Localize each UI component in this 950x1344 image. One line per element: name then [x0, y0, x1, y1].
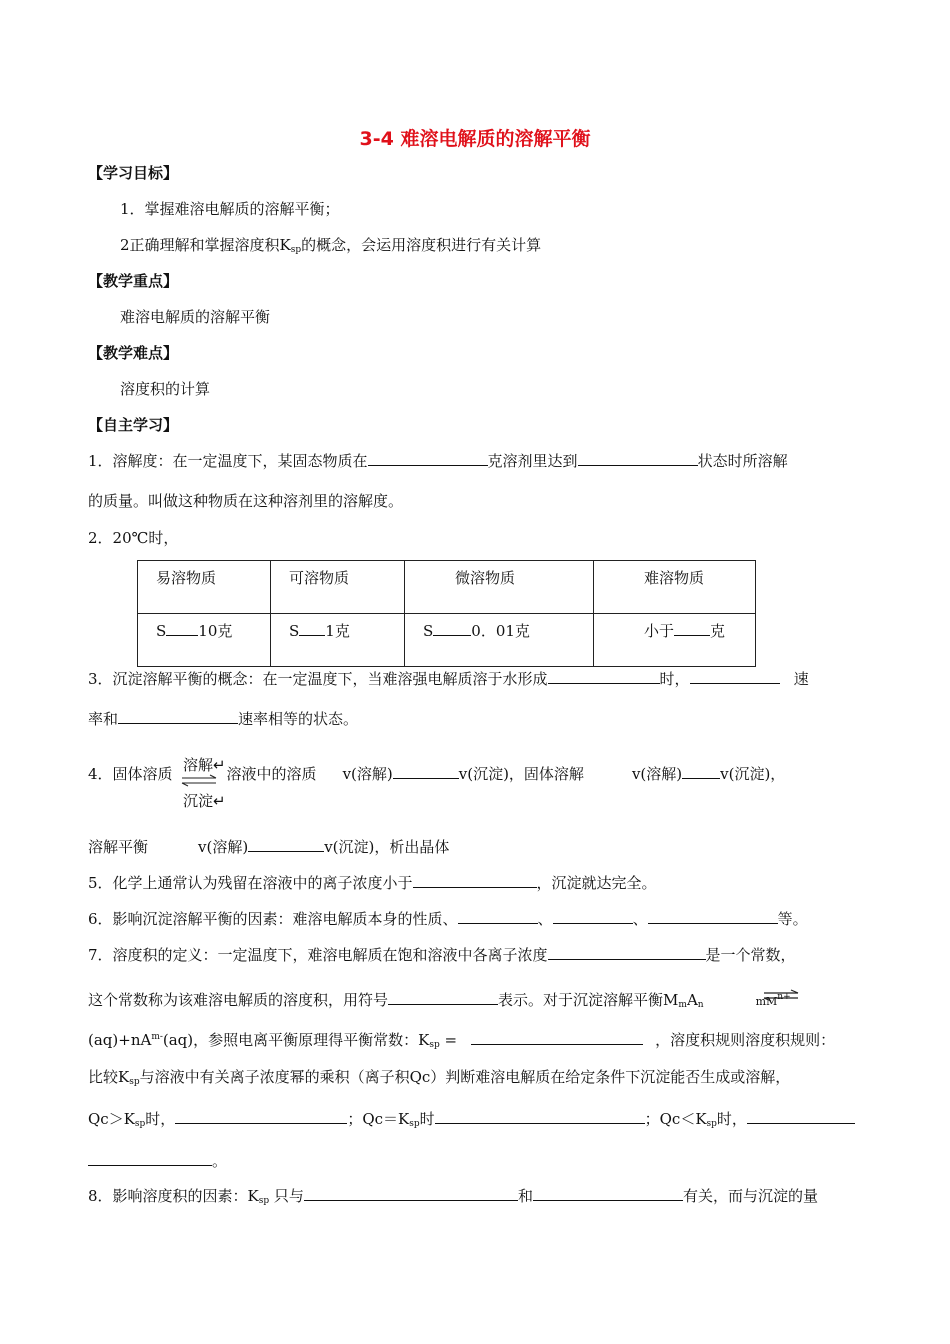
answer-blank[interactable] — [553, 909, 633, 924]
answer-blank[interactable] — [118, 709, 238, 724]
answer-blank[interactable] — [548, 669, 660, 684]
answer-blank[interactable] — [304, 1186, 518, 1201]
answer-blank[interactable] — [88, 1151, 212, 1166]
answer-blank[interactable] — [248, 837, 324, 852]
question-1-cont: 的质量。叫做这种物质在这种溶剂里的溶解度。 — [88, 492, 404, 510]
answer-blank[interactable] — [747, 1109, 855, 1124]
equilibrium-arrow-icon — [180, 774, 220, 788]
question-7-line3: $(aq)+nA^{m-}(aq)$，参照电离平衡原理得平衡常数：$K_{sp}$ = ，溶度积规则溶度积规则： — [88, 1031, 836, 1050]
question-8: 8．影响溶度积的因素：$K_{sp}$ 只与 和 有关，而与沉淀的量 — [88, 1187, 818, 1206]
question-6: 6．影响沉淀溶解平衡的因素：难溶电解质本身的性质、 、 、 等。 — [88, 910, 808, 928]
answer-blank[interactable] — [388, 990, 498, 1005]
answer-blank[interactable] — [648, 909, 778, 924]
question-1: 1．溶解度：在一定温度下，某固态物质在 克溶剂里达到 状态时所溶解 — [88, 452, 788, 470]
answer-blank[interactable] — [533, 1186, 683, 1201]
answer-blank[interactable] — [682, 764, 720, 779]
table-header-cell: 易溶物质 — [138, 561, 271, 614]
question-7-line6: 。 — [88, 1150, 868, 1172]
answer-blank[interactable] — [299, 621, 325, 636]
question-2: 2．20℃时， — [88, 529, 179, 547]
table-header-cell: 难溶物质 — [594, 561, 756, 614]
difficulties-text: 溶度积的计算 — [120, 380, 211, 398]
page-title: 3-4 难溶电解质的溶解平衡 — [359, 128, 591, 150]
question-3: 3．沉淀溶解平衡的概念：在一定温度下，当难溶强电解质溶于水形成 时， 速 — [88, 670, 809, 688]
question-7-line4: 比较$K_{sp}$与溶液中有关离子浓度幂的乘积（离子积Qc）判断难溶电解质在给定条件下沉淀能否生成或溶解， — [88, 1068, 791, 1087]
question-7-line5: $Qc>K_{sp}$时， ；$Qc=K_{sp}$时 ；$Qc<K_{sp}$时， — [88, 1108, 868, 1135]
answer-blank[interactable] — [166, 621, 198, 636]
section-key-points: 【教学重点】 — [88, 272, 179, 290]
question-4: 4．固体溶质 溶液中的溶质 v(溶解) v(沉淀)，固体溶解 v(溶解) v(沉淀)， — [88, 765, 786, 783]
question-4-cont: 溶解平衡 v(溶解) v(沉淀)，析出晶体 — [88, 838, 450, 856]
question-5: 5．化学上通常认为残留在溶液中的离子浓度小于 ，沉淀就达完全。 — [88, 874, 657, 892]
answer-blank[interactable] — [548, 945, 706, 960]
answer-blank[interactable] — [393, 764, 459, 779]
table-cell: S 10克 — [138, 614, 271, 667]
key-points-text: 难溶电解质的溶解平衡 — [120, 308, 271, 326]
answer-blank[interactable] — [413, 873, 537, 888]
section-difficulties: 【教学难点】 — [88, 344, 179, 362]
section-learning-goals: 【学习目标】 — [88, 164, 179, 182]
question-3-cont: 率和 速率相等的状态。 — [88, 710, 359, 728]
section-self-study: 【自主学习】 — [88, 416, 179, 434]
answer-blank[interactable] — [435, 1109, 645, 1124]
goal-2: 2正确理解和掌握溶度积$K_{sp}$的概念，会运用溶度积进行有关计算 — [120, 236, 542, 255]
answer-blank[interactable] — [458, 909, 538, 924]
equilibrium-arrow-icon — [762, 989, 802, 1003]
answer-blank[interactable] — [578, 451, 698, 466]
solubility-table — [137, 560, 756, 667]
answer-blank[interactable] — [368, 451, 488, 466]
table-cell: 小于 克 — [594, 614, 756, 667]
answer-blank[interactable] — [175, 1109, 347, 1124]
answer-blank[interactable] — [674, 621, 710, 636]
answer-blank[interactable] — [690, 669, 780, 684]
table-cell: S 1克 — [271, 614, 405, 667]
goal-1: 1．掌握难溶电解质的溶解平衡； — [120, 200, 340, 218]
answer-blank[interactable] — [433, 621, 471, 636]
table-cell: S 0．01克 — [405, 614, 594, 667]
question-7-line2: 这个常数称为该难溶电解质的溶度积，用符号 表示。对于沉淀溶解平衡$M_mA_n$ $mM^{n+}$ — [88, 991, 791, 1010]
table-header-cell: 可溶物质 — [271, 561, 405, 614]
question-7: 7．溶度积的定义：一定温度下，难溶电解质在饱和溶液中各离子浓度 是一个常数， — [88, 946, 796, 964]
dissolve-precipitate-arrow: 溶解↵ 沉淀↵ — [180, 754, 228, 810]
answer-blank[interactable] — [471, 1030, 643, 1045]
table-header-cell: 微溶物质 — [405, 561, 594, 614]
